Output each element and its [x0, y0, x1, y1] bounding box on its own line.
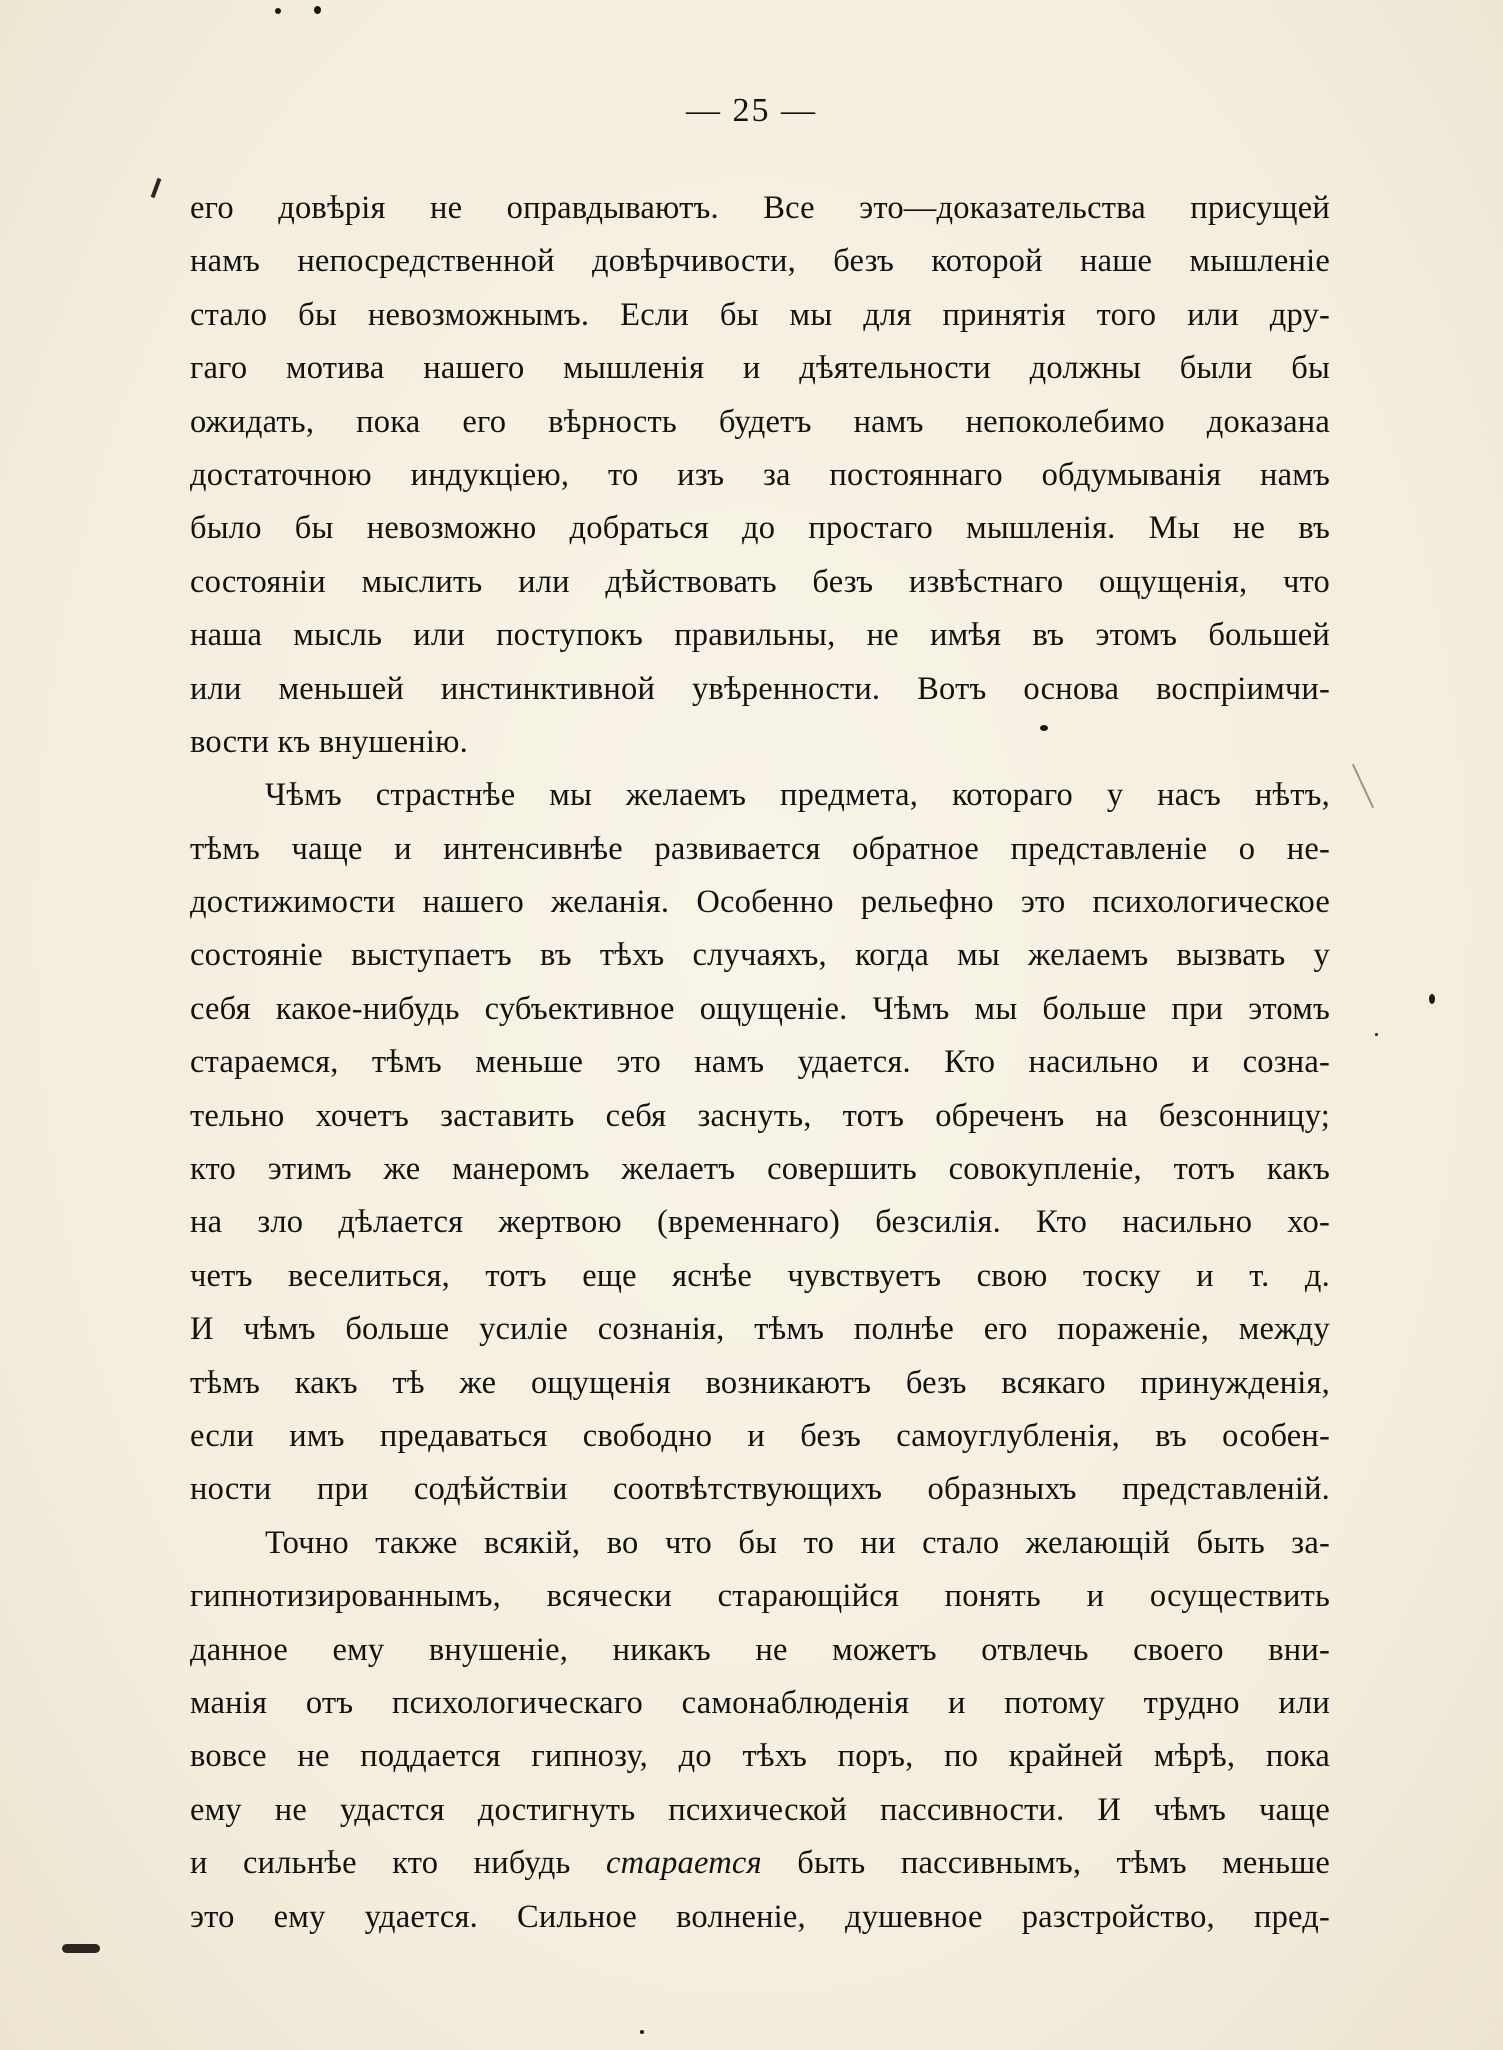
text-line: если имъ предаваться свободно и безъ самоуглубленія, въ особен- [190, 1417, 1330, 1454]
text-line: достижимости нашего желанія. Особенно рельефно это психологическое [190, 884, 1330, 921]
print-speck [1375, 1033, 1378, 1036]
text-line: состояніи мыслить или дѣйствовать безъ извѣстнаго ощущенія, что [190, 563, 1330, 600]
italic-emphasis: старается [605, 1845, 762, 1882]
text-line-with-italic [190, 1837, 1330, 1890]
text-line: тѣмъ чаще и интенсивнѣе развивается обратное представленіе о не- [190, 830, 1330, 867]
print-speck [275, 8, 281, 14]
text-line: намъ непосредственной довѣрчивости, безъ которой наше мышленіе [190, 243, 1330, 280]
text-line: на зло дѣлается жертвою (временнаго) безсилія. Кто насильно хо- [190, 1204, 1330, 1241]
text-line: или меньшей инстинктивной увѣренности. Вотъ основа воспріимчи- [190, 670, 1330, 707]
text-fragment: и сильнѣе кто нибудь [190, 1845, 571, 1882]
margin-mark [62, 1944, 100, 1953]
text-line: наша мысль или поступокъ правильны, не имѣя въ этомъ большей [190, 617, 1330, 654]
text-line: это ему удается. Сильное волненіе, душевное разстройство, пред- [190, 1898, 1330, 1935]
text-line: Точно также всякій, во что бы то ни стало желающій быть за- [265, 1524, 1330, 1561]
print-speck [1429, 994, 1435, 1004]
text-line: гаго мотива нашего мышленія и дѣятельности должны были бы [190, 350, 1330, 387]
print-speck [640, 2030, 644, 2034]
text-line: кто этимъ же манеромъ желаетъ совершить совокупленіе, тотъ какъ [190, 1151, 1330, 1188]
text-line: достаточною индукціею, то изъ за постояннаго обдумыванія намъ [190, 456, 1330, 493]
text-line: было бы невозможно добраться до простаго мышленія. Мы не въ [190, 510, 1330, 547]
text-line: себя какое-нибудь субъективное ощущеніе. Чѣмъ мы больше при этомъ [190, 990, 1330, 1027]
text-line: данное ему внушеніе, никакъ не можетъ отвлечь своего вни- [190, 1631, 1330, 1668]
text-line: Чѣмъ страстнѣе мы желаемъ предмета, котораго у насъ нѣтъ, [265, 777, 1330, 814]
margin-mark [1352, 764, 1374, 808]
text-fragment: быть пассивнымъ, тѣмъ меньше [797, 1845, 1330, 1882]
text-line: ности при содѣйствіи соотвѣтствующихъ образныхъ представленій. [190, 1471, 1330, 1508]
body-text [190, 182, 1330, 1944]
text-line: гипнотизированнымъ, всячески старающійся понять и осуществить [190, 1578, 1330, 1615]
text-line: четъ веселиться, тотъ еще яснѣе чувствуетъ свою тоску и т. д. [190, 1257, 1330, 1294]
margin-mark [151, 178, 162, 198]
print-speck [1040, 725, 1048, 731]
text-line: вости къ внушенію. [190, 723, 468, 760]
text-line: манія отъ психологическаго самонаблюденія и потому трудно или [190, 1684, 1330, 1721]
page-number: — 25 — [686, 92, 817, 129]
print-speck [314, 6, 321, 14]
text-line: его довѣрія не оправдываютъ. Все это—доказательства присущей [190, 190, 1330, 226]
text-line: состояніе выступаетъ въ тѣхъ случаяхъ, когда мы желаемъ вызвать у [190, 937, 1330, 974]
text-line: И чѣмъ больше усиліе сознанія, тѣмъ полнѣе его пораженіе, между [190, 1311, 1330, 1348]
text-line: тѣмъ какъ тѣ же ощущенія возникаютъ безъ всякаго принужденія, [190, 1364, 1330, 1401]
text-line: стало бы невозможнымъ. Если бы мы для принятія того или дру- [190, 296, 1330, 333]
text-line: ему не удастся достигнуть психической пассивности. И чѣмъ чаще [190, 1791, 1330, 1828]
text-line: вовсе не поддается гипнозу, до тѣхъ поръ, по крайней мѣрѣ, пока [190, 1738, 1330, 1775]
text-line: тельно хочетъ заставить себя заснуть, тотъ обреченъ на безсонницу; [190, 1097, 1330, 1134]
text-line: стараемся, тѣмъ меньше это намъ удается. Кто насильно и созна- [190, 1044, 1330, 1081]
text-line: ожидать, пока его вѣрность будетъ намъ непоколебимо доказана [190, 403, 1330, 440]
